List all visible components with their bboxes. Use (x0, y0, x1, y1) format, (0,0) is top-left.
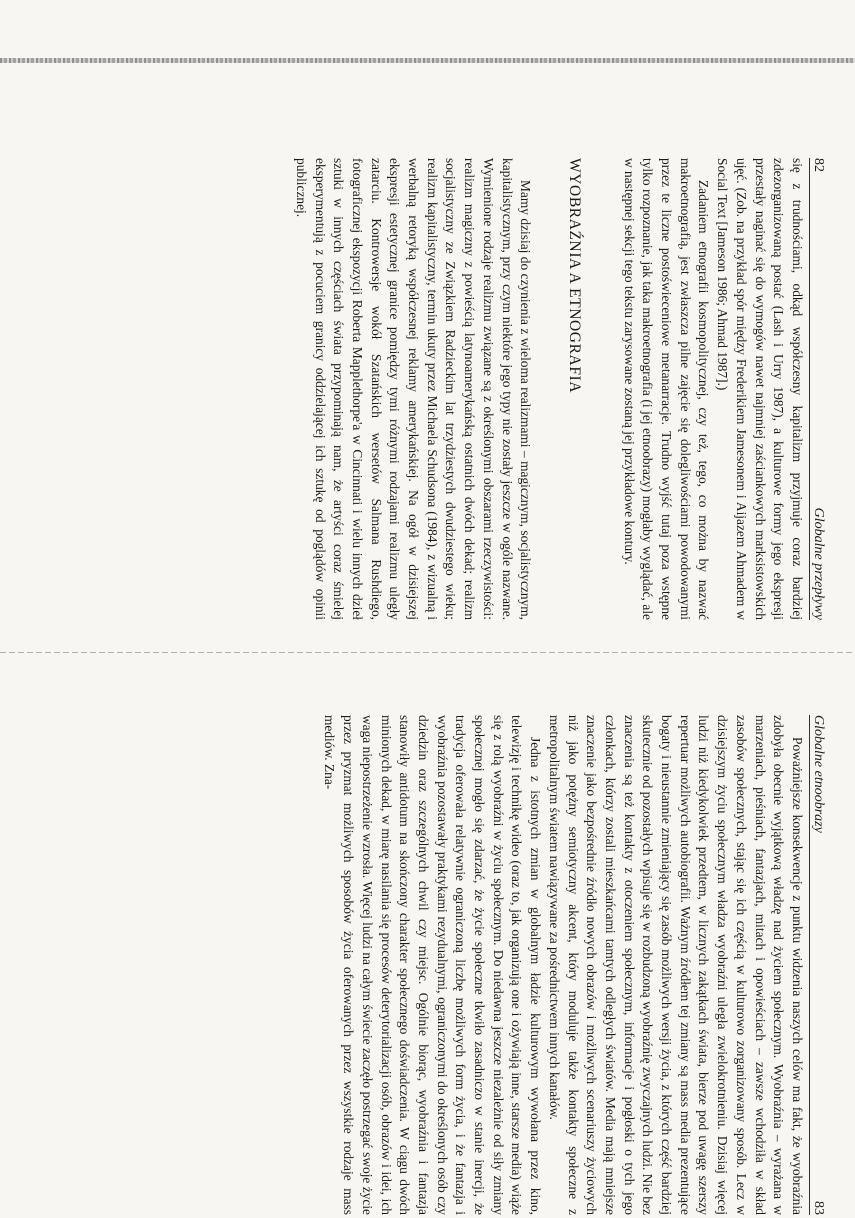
scan-edge-top (0, 58, 855, 63)
running-head: Globalne przepływy (811, 507, 826, 620)
right-header (809, 715, 830, 1215)
running-head: Globalne etnoobrazy (811, 715, 826, 833)
page-fold (0, 652, 855, 653)
paragraph: się z trudnościami, odkąd współczesny kapitalizm przyjmuje coraz bardziej zdezorganizowaną postać (Lash i Urry 1987), a kulturowe formy jego ekspresji przestały naginać się do wymogów nawet najmniej zaściankowych marksistowskich ujęć. (Zob. na przykład spór między Frederikiem Jamesonem i Aijazem Ahmadem w Social Text [Jameson 1986; Ahmad 1987].) (715, 158, 805, 620)
page-number: 82 (811, 158, 826, 172)
paragraph: Mamy dzisiaj do czynienia z wieloma realizmami – magicznym, socjalistycznym, kapitalistycznym, przy czym niektóre jego typy nie zostały jeszcze w ogóle nazwane. Wymienione rodzaje realizmu związane są z określonymi obszarami rzeczywistości: realizm magiczny z powieścią latynoamerykańską ostatnich dwóch dekad; realizm socjalistyczny ze Związkiem Radzieckim lat trzydziestych dwudziestego wieku; realizm kapitalistyczny, termin ukuty przez Michaela Schudsona (1984), z wizualną i werbalną retoryką współczesnej reklamy amerykańskiej. Na ogół w dzisiejszej ekspresji estetycznej granice pomiędzy tymi różnymi rodzajami realizmu uległy zatarciu. Kontrowersje wokół Szatańskich wersetów Salmana Rushdiego, fotograficznej ekspozycji Roberta Mapplethorpe'a w Cincinnati i wielu innych dzieł sztuki w innych częściach świata przypominają nam, że artyści coraz śmielej eksperymentują z pocuciem granicy oddzielającej ich sztukę od poglądów opinii publicznej. (293, 158, 534, 620)
paragraph: Jedna z istotnych zmian w globalnym ładzie kulturowym wywołana przez kino, telewizję i technikę wideo (oraz to, jak organizują one i ożywiają inne, starsze media) wiąże się z rolą wyobraźni w życiu społecznym. Do niedawna jeszcze niezależnie od siły zmiany społecznej mogło się zdarzać, że życie społeczne tkwiło zasadniczo w stanie inercji, że tradycja oferowała relatywnie ograniczoną liczbę możliwych form życia, i że fantazja i wyobraźnia pozostawały praktykami rezydualnymi, ograniczonymi do określonych osób czy dziedzin oraz szczególnych chwil czy miejsc. Ogólnie biorąc, wyobraźnia i fantazja stanowiły antidotum na skończony charakter społecznego doświadczenia. W ciągu dwóch minionych dekad, w miarę nasilania się procesów deterytorializacji osób, obrazów i idei, ich waga niepostrzeżenie wzrosła. Więcej ludzi na całym świecie zaczęło postrzegać swoje życie przez pryzmat możliwych sposobów życia oferowanych przez wszystkie rodzaje mass mediów. Zna- (322, 715, 544, 1215)
section-heading: WYOBRAŹNIA A ETNOGRAFIA (565, 158, 583, 394)
right-page (22, 715, 830, 1215)
left-body (291, 158, 806, 620)
right-body (320, 715, 806, 1215)
page-number: 83 (811, 1201, 826, 1215)
paragraph: Poważniejsze konsekwencje z punktu widzenia naszych celów ma fakt, że wyobraźnia zdobyła obecnie wyjątkową władzę nad życiem społecznym. Wyobraźnia – wyrażana w marzeniach, pieśniach, fantazjach, mitach i opowieściach – zawsze wchodziła w skład zasobów społecznych, stając się ich częścią w kulturowo zorganizowany sposób. Lecz w dzisiejszym życiu społecznym władza wyobraźni uległa zwielokrotnieniu. Dzisiaj więcej ludzi niż kiedykolwiek przedtem, w licznych zakątkach świata, bierze pod uwagę szerszy repertuar możliwych autobiografii. Ważnym źródłem tej zmiany są mass media prezentujące bogaty i nieustannie zmieniający się zasób możliwych wersji życia, z których część bardziej skutecznie od pozostałych wpisuje się w rozbudzoną wyobraźnię zwyczajnych ludzi. Nie bez znaczenia są też kontakty z otoczeniem społecznym, informacje i pogłoski o tych jego członkach, którzy zostali mieszkańcami tamtych odległych światów. Media mają mniejsze znaczenie jako bezpośrednie źródło nowych obrazów i możliwych scenariuszy życiowych niż jako potężny semiotyczny akcent, który moduluje także kontakty społeczne z metropolitalnym światem nawiązywane za pośrednictwem innych kanałów. (546, 715, 805, 1215)
paragraph: Zadaniem etnografii kosmopolitycznej, czy też, tego, co można by nazwać makroetnografią, jest zwłaszcza pilne zajęcie się dolegliwościami powodowanymi przez te liczne postoświeceniowe metanarracje. Trudno wyjść tutaj poza wstępne tylko rozpoznanie, jak taka makroetnografia (i jej etnoobrazy) mogłaby wyglądać, ale w następnej sekcji tego tekstu zarysowane zostaną jej przykładowe kontury. (621, 158, 712, 620)
left-header (809, 158, 830, 620)
left-page (22, 158, 830, 620)
